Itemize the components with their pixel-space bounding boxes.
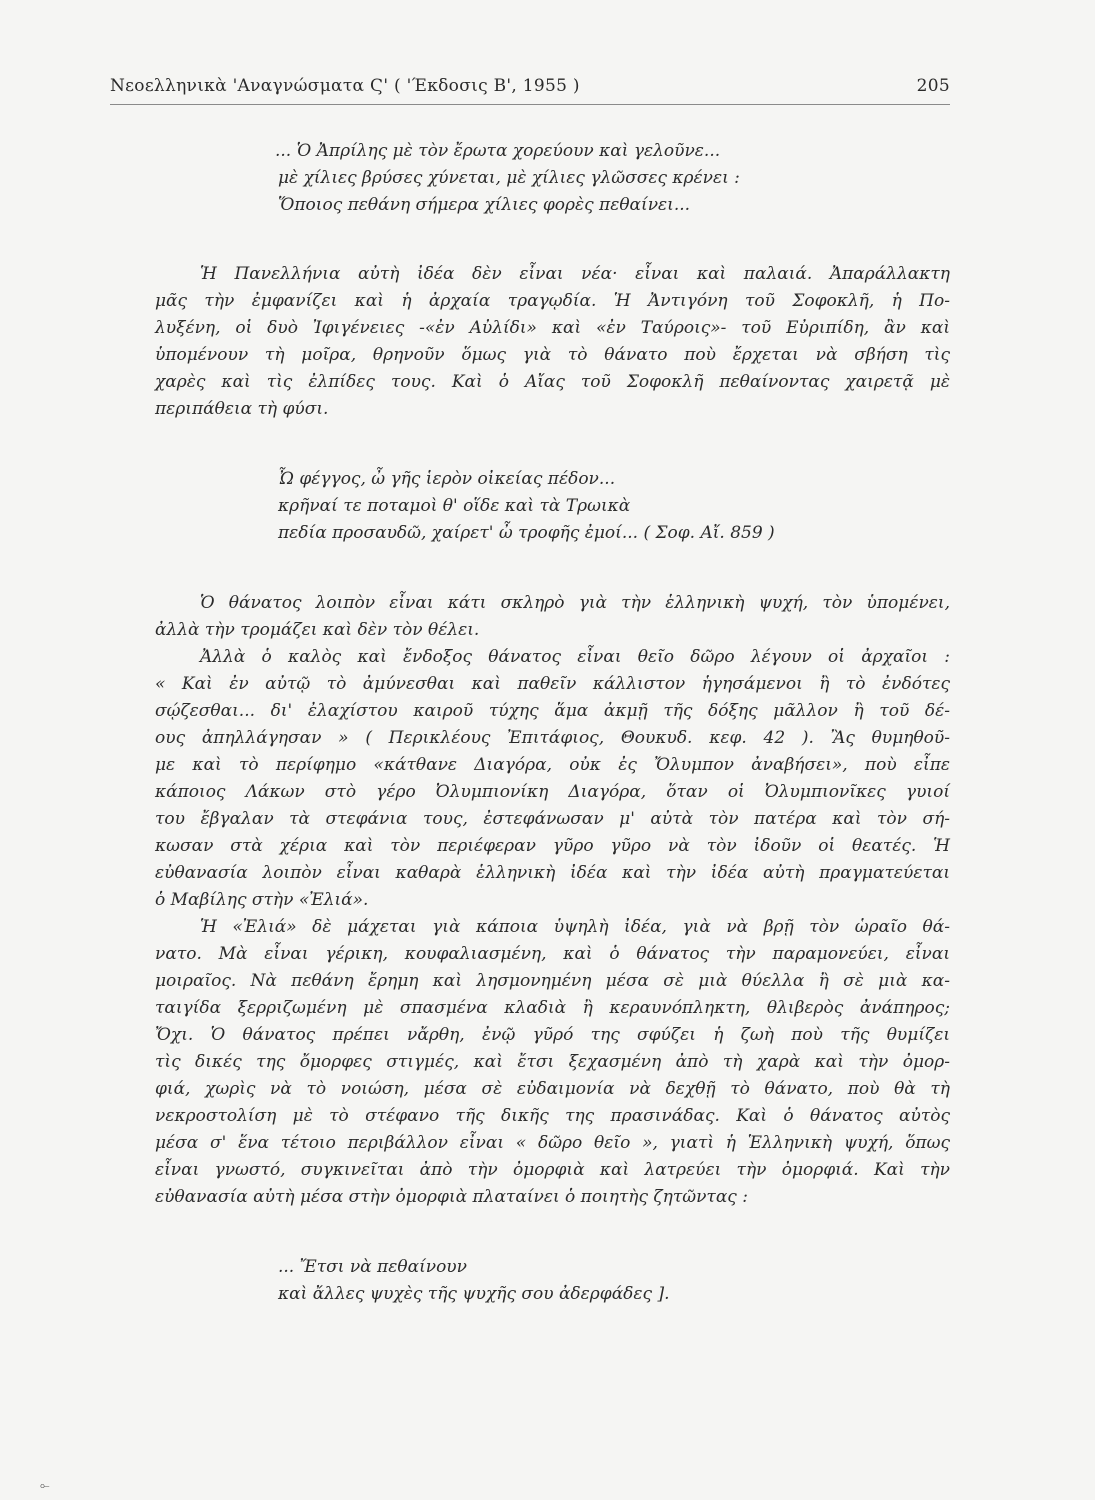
text-line: κωσαν στὰ χέρια καὶ τὸν περιέφεραν γῦρο γῦρο νὰ τὸν ἰδοῦν οἱ θεατές. Ἡ [155,836,950,856]
text-line: μοιραῖος. Νὰ πεθάνη ἔρημη καὶ λησμονημένη μέσα σὲ μιὰ θύελλα ἢ σὲ μιὰ κα- [155,971,950,991]
margin-mark: ⟜ [40,1478,50,1492]
text-line: λυξένη, οἱ δυὸ Ἰφιγένειες -«ἐν Αὐλίδι» καὶ «ἐν Ταύροις»- τοῦ Εὐριπίδη, ἂν καὶ [155,318,950,338]
text-line: Ἡ Πανελλήνια αὐτὴ ἰδέα δὲν εἶναι νέα· εἶναι καὶ παλαιά. Ἀπαράλλακτη [200,264,950,284]
text-line: Ὄχι. Ὁ θάνατος πρέπει νἄρθη, ἐνῷ γῦρό της σφύζει ἡ ζωὴ ποὺ τῆς θυμίζει [155,1025,950,1045]
text-line: ὑπομένουν τὴ μοῖρα, θρηνοῦν ὅμως γιὰ τὸ θάνατο ποὺ ἔρχεται νὰ σβήση τὶς [155,345,950,365]
page-number: 205 [916,76,950,96]
text-line: φιά, χωρὶς νὰ τὸ νοιώση, μέσα σὲ εὐδαιμονία νὰ δεχθῇ τὸ θάνατο, ποὺ θὰ τὴ [155,1079,950,1099]
verse-line: μὲ χίλιες βρύσες χύνεται, μὲ χίλιες γλῶσσες κρένει : [278,168,740,188]
text-line: ἀλλὰ τὴν τρομάζει καὶ δὲν τὸν θέλει. [155,620,480,640]
text-line: τὶς δικές της ὄμορφες στιγμές, καὶ ἔτσι ξεχασμένη ἀπὸ τὴ χαρὰ καὶ τὴν ὀμορ- [155,1052,950,1072]
text-line: με καὶ τὸ περίφημο «κάτθανε Διαγόρα, οὐκ ἐς Ὄλυμπον ἀναβήσει», ποὺ εἶπε [155,755,950,775]
text-line: περιπάθεια τὴ φύσι. [155,399,329,419]
text-line: μᾶς τὴν ἐμφανίζει καὶ ἡ ἀρχαία τραγῳδία. Ἡ Ἀντιγόνη τοῦ Σοφοκλῆ, ἡ Πο- [155,291,950,311]
running-header [110,76,950,98]
book-title: Νεοελληνικὰ 'Αναγνώσματα Ϛ' ( 'Έκδοσις Β', 1955 ) [110,76,580,96]
text-line: εὐθανασία αὐτὴ μέσα στὴν ὀμορφιὰ πλαταίνει ὁ ποιητὴς ζητῶντας : [155,1187,748,1207]
text-line: Ἡ «Ἐλιά» δὲ μάχεται γιὰ κάποια ὑψηλὴ ἰδέα, γιὰ νὰ βρῇ τὸν ὡραῖο θά- [200,917,950,937]
text-line: ους ἀπηλλάγησαν » ( Περικλέους Ἐπιτάφιος, Θουκυδ. κεφ. 42 ). Ἂς θυμηθοῦ- [155,728,950,748]
verse-line: Ὅποιος πεθάνη σήμερα χίλιες φορὲς πεθαίνει... [278,195,691,215]
text-line: εἶναι γνωστό, συγκινεῖται ἀπὸ τὴν ὀμορφιὰ καὶ λατρεύει τὴν ὀμορφιά. Καὶ τὴν [155,1160,950,1180]
text-line: νατο. Μὰ εἶναι γέρικη, κουφαλιασμένη, καὶ ὁ θάνατος τὴν παραμονεύει, εἶναι [155,944,950,964]
text-line: κάποιος Λάκων στὸ γέρο Ὀλυμπιονίκη Διαγόρα, ὅταν οἱ Ὀλυμπιονῖκες γυιοί [155,782,950,802]
text-line: νεκροστολίση μὲ τὸ στέφανο τῆς δικῆς της πρασινάδας. Καὶ ὁ θάνατος αὐτὸς [155,1106,950,1126]
verse-line: κρῆναί τε ποταμοὶ θ' οἵδε καὶ τὰ Τρωικὰ [278,496,631,516]
text-line: Ὁ θάνατος λοιπὸν εἶναι κάτι σκληρὸ γιὰ τὴν ἑλληνικὴ ψυχή, τὸν ὑπομένει, [200,593,950,613]
text-line: Ἀλλὰ ὁ καλὸς καὶ ἔνδοξος θάνατος εἶναι θεῖο δῶρο λέγουν οἱ ἀρχαῖοι : [200,647,950,667]
text-line: ὁ Μαβίλης στὴν «Ἐλιά». [155,890,369,910]
text-line: του ἔβγαλαν τὰ στεφάνια τους, ἐστεφάνωσαν μ' αὐτὰ τὸν πατέρα καὶ τὸν σή- [155,809,950,829]
text-line: εὐθανασία λοιπὸν εἶναι καθαρὰ ἑλληνικὴ ἰδέα καὶ τὴν ἰδέα αὐτὴ πραγματεύεται [155,863,950,883]
header-rule [110,104,950,105]
text-line: « Καὶ ἐν αὐτῷ τὸ ἀμύνεσθαι καὶ παθεῖν κάλλιστον ἡγησάμενοι ἢ τὸ ἐνδότες [155,674,950,694]
text-line: χαρὲς καὶ τὶς ἐλπίδες τους. Καὶ ὁ Αἴας τοῦ Σοφοκλῆ πεθαίνοντας χαιρετᾷ μὲ [155,372,950,392]
text-line: μέσα σ' ἕνα τέτοιο περιβάλλον εἶναι « δῶρο θεῖο », γιατὶ ἡ Ἑλληνικὴ ψυχή, ὅπως [155,1133,950,1153]
text-line: σῴζεσθαι... δι' ἐλαχίστου καιροῦ τύχης ἅμα ἀκμῇ τῆς δόξης μᾶλλον ἢ τοῦ δέ- [155,701,950,721]
text-line: ταιγίδα ξερριζωμένη μὲ σπασμένα κλαδιὰ ἢ κεραυνόπληκτη, θλιβερὸς ἀνάπηρος; [155,998,950,1018]
verse-line: πεδία προσαυδῶ, χαίρετ' ὦ τροφῆς ἐμοί... ( Σοφ. Αἴ. 859 ) [278,523,775,543]
verse-line: ... Ἔτσι νὰ πεθαίνουν [278,1257,467,1277]
verse-line: καὶ ἄλλες ψυχὲς τῆς ψυχῆς σου ἀδερφάδες ]. [278,1284,670,1304]
verse-line: Ὦ φέγγος, ὦ γῆς ἱερὸν οἰκείας πέδον... [278,469,616,489]
verse-line: ... Ὁ Ἀπρίλης μὲ τὸν ἔρωτα χορεύουν καὶ γελοῦνε... [275,141,721,161]
